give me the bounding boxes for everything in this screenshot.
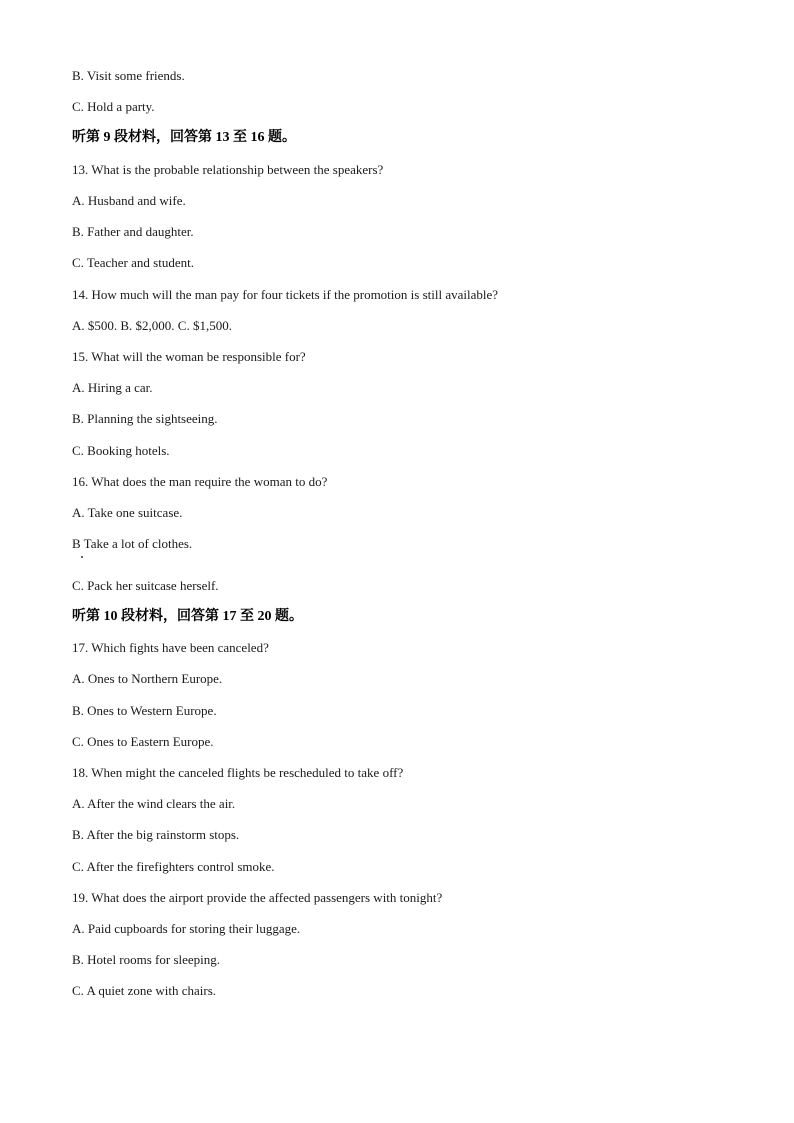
option-15a: A. Hiring a car. (72, 380, 153, 395)
option-19c: C. A quiet zone with chairs. (72, 983, 217, 998)
option-13c: C. Teacher and student. (72, 255, 194, 270)
option-18c: C. After the firefighters control smoke. (72, 859, 275, 874)
option-16c: C. Pack her suitcase herself. (72, 578, 219, 593)
question-16: 16. What does the man require the woman to do? (72, 474, 328, 489)
question-14: 14. How much will the man pay for four tickets if the promotion is still available? (72, 287, 499, 302)
option-12b: B. Visit some friends. (72, 68, 185, 83)
option-16a: A. Take one suitcase. (72, 505, 183, 520)
option-12c: C. Hold a party. (72, 99, 155, 114)
option-15c: C. Booking hotels. (72, 443, 170, 458)
stray-dot (81, 556, 83, 558)
options-14: A. $500. B. $2,000. C. $1,500. (72, 318, 232, 333)
question-15: 15. What will the woman be responsible for? (72, 349, 306, 364)
option-16b: B Take a lot of clothes. (72, 536, 193, 551)
question-19: 19. What does the airport provide the affected passengers with tonight? (72, 890, 443, 905)
option-19a: A. Paid cupboards for storing their luggage. (72, 921, 301, 936)
option-17a: A. Ones to Northern Europe. (72, 671, 223, 686)
question-17: 17. Which fights have been canceled? (72, 640, 269, 655)
question-18: 18. When might the canceled flights be rescheduled to take off? (72, 765, 404, 780)
question-13: 13. What is the probable relationship between the speakers? (72, 162, 384, 177)
option-15b: B. Planning the sightseeing. (72, 411, 218, 426)
option-13a: A. Husband and wife. (72, 193, 186, 208)
option-17b: B. Ones to Western Europe. (72, 703, 217, 718)
option-18a: A. After the wind clears the air. (72, 796, 236, 811)
option-17c: C. Ones to Eastern Europe. (72, 734, 214, 749)
option-19b: B. Hotel rooms for sleeping. (72, 952, 221, 967)
option-13b: B. Father and daughter. (72, 224, 194, 239)
section-heading-9: 听第 9 段材料，回答第 13 至 16 题。 (72, 130, 296, 145)
option-18b: B. After the big rainstorm stops. (72, 827, 240, 842)
section-heading-10: 听第 10 段材料，回答第 17 至 20 题。 (72, 609, 303, 624)
